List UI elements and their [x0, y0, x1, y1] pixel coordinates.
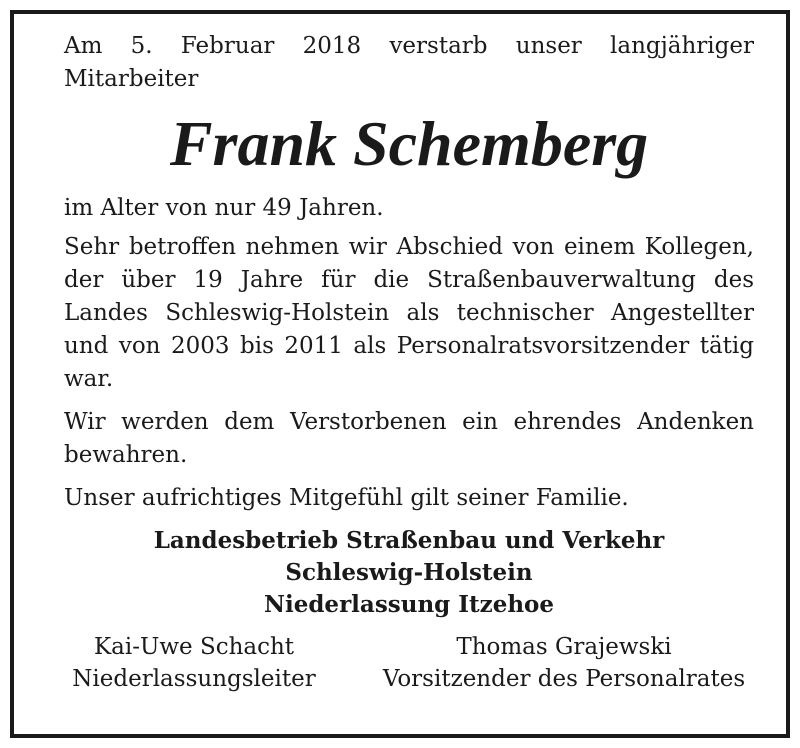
deceased-name: Frank Schemberg [169, 108, 649, 179]
organization-block [64, 525, 754, 621]
paragraph-condolence: Unser aufrichtiges Mitgefühl gilt seiner Familie. [64, 485, 629, 511]
paragraph-farewell: Sehr betroffen nehmen wir Abschied von einem Kollegen, der über 19 Jahre für die Straßenbauverwaltung des Landes Schleswig-Holstein als technischer Angestellter und von 2003 bis 2011 als Personalratsvorsitzender tätig war. [64, 234, 754, 392]
signatures [64, 631, 754, 695]
notice-content [64, 30, 754, 695]
signatory-name: Thomas Grajewski [456, 634, 672, 660]
organization-region: Schleswig-Holstein [285, 559, 533, 586]
age-line: im Alter von nur 49 Jahren. [64, 195, 384, 221]
signatory-left [64, 631, 324, 695]
organization-name: Landesbetrieb Straßenbau und Verkehr [153, 527, 665, 554]
obituary-notice [10, 10, 790, 738]
intro-text: Am 5. Februar 2018 verstarb unser langjähriger Mitarbeiter [64, 33, 754, 92]
signatory-right [374, 631, 754, 695]
organization-branch: Niederlassung Itzehoe [263, 591, 555, 618]
signatory-title: Niederlassungsleiter [72, 666, 316, 692]
paragraph-remembrance: Wir werden dem Verstorbenen ein ehrendes Andenken bewahren. [64, 409, 754, 468]
signatory-name: Kai-Uwe Schacht [93, 634, 295, 660]
signatory-title: Vorsitzender des Personalrates [382, 666, 746, 692]
